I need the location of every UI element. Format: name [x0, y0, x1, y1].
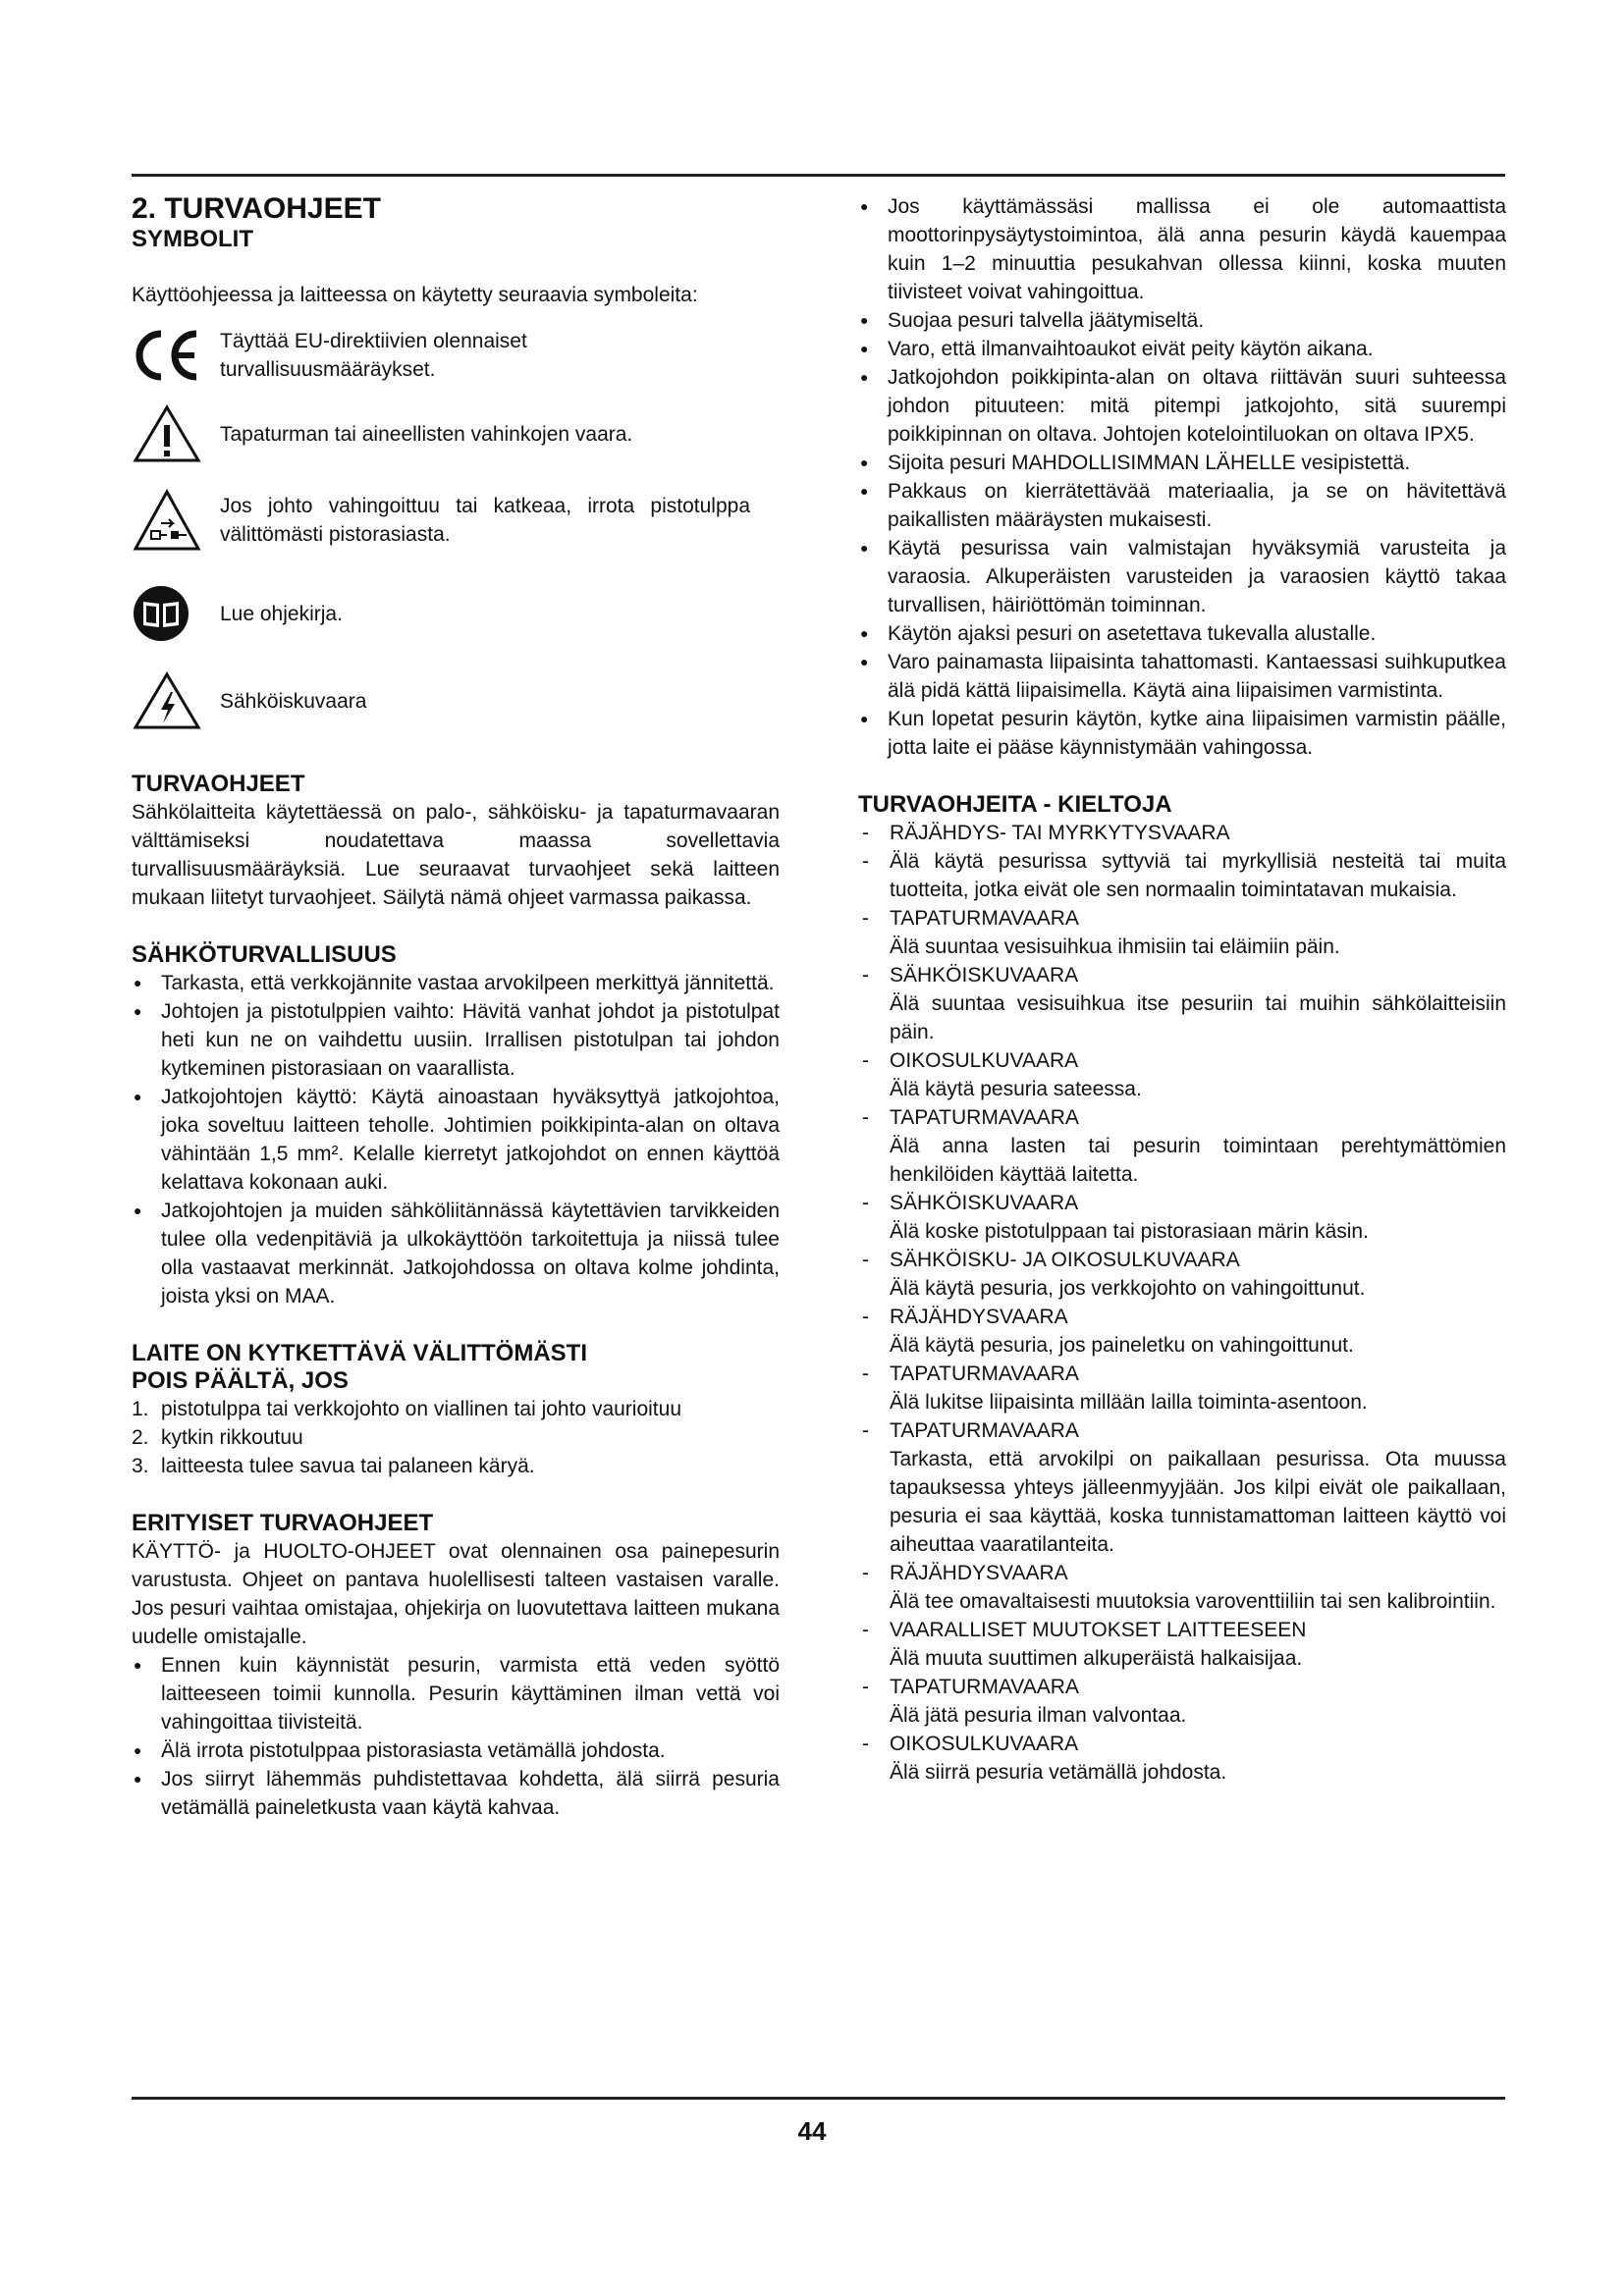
symbol-unplug: [132, 488, 780, 553]
list-item: ● Varo painamasta liipaisinta tahattomasti. Kantaessasi suihkuputkea älä pidä kättä liipaisimella. Käytä aina liipaisimen varmistinta.: [858, 648, 1506, 705]
list-item: - TAPATURMAVAARA Tarkasta, että arvokilpi on paikallaan pesurissa. Ota muussa tapauksessa yhteys jälleenmyyjään. Jos kilpi eivät ole paikallaan, pesuria ei saa käyttää, koska tunnistamattoman laitteen käyttö voi aiheuttaa vaaratilanteita.: [858, 1416, 1506, 1559]
item-body: Älä muuta suuttimen alkuperäistä halkaisijaa.: [890, 1647, 1303, 1670]
list-item: - RÄJÄHDYS- TAI MYRKYTYSVAARA: [858, 819, 1506, 847]
item-head: VAARALLISET MUUTOKSET LAITTEESEEN: [890, 1619, 1307, 1641]
symbol-manual: [132, 584, 780, 643]
item-head: TAPATURMAVAARA: [890, 1362, 1079, 1385]
list-item: ● Suojaa pesuri talvella jäätymiseltä.: [858, 306, 1506, 335]
item-head: Älä käytä pesurissa syttyviä tai myrkyllisiä nesteitä tai muita tuotteita, jotka eivät ole sen normaalin toimintatavan mukaisia.: [890, 850, 1506, 901]
list-item: ● Johtojen ja pistotulppien vaihto: Hävitä vanhat johdot ja pistotulpat heti kun ne on vaihdettu uusiin. Irrallisen pistotulpan tai johdon kytkeminen pistorasiaan on vaarallista.: [132, 997, 780, 1083]
prohibitions-list: [858, 819, 1506, 1787]
switch-off-heading-line1: LAITE ON KYTKETTÄVÄ VÄLITTÖMÄSTI: [132, 1340, 587, 1366]
list-item: - SÄHKÖISKUVAARA Älä koske pistotulppaan tai pistorasiaan märin käsin.: [858, 1189, 1506, 1246]
special-list: [132, 1651, 780, 1822]
item-head: TAPATURMAVAARA: [890, 907, 1079, 930]
list-item: - TAPATURMAVAARA Älä jätä pesuria ilman valvontaa.: [858, 1673, 1506, 1730]
symbol-ce-text: Täyttää EU-direktiivien olennaiset turvallisuusmääräykset.: [220, 330, 527, 381]
list-item: [132, 1395, 780, 1423]
symbol-warning-text: Tapaturman tai aineellisten vahinkojen vaara.: [220, 422, 633, 446]
list-item: - SÄHKÖISKU- JA OIKOSULKUVAARA Älä käytä pesuria, jos verkkojohto on vahingoittunut.: [858, 1246, 1506, 1303]
list-item: - TAPATURMAVAARA Älä suuntaa vesisuihkua ihmisiin tai eläimiin päin.: [858, 904, 1506, 961]
electric-shock-icon: [132, 670, 202, 731]
special-text: KÄYTTÖ- ja HUOLTO-OHJEET ovat olennainen osa painepesurin varustusta. Ohjeet on pantava huolellisesti talteen vastaisen varalle. Jos pesuri vaihtaa omistajaa, ohjekirja on luovutettava laitteen mukana uudelle omistajalle.: [132, 1540, 780, 1648]
item-number: 1.: [132, 1398, 149, 1420]
symbol-warning: [132, 403, 780, 464]
item-head: OIKOSULKUVAARA: [890, 1049, 1079, 1072]
item-body: Tarkasta, että arvokilpi on paikallaan pesurissa. Ota muussa tapauksessa yhteys jälleenmyyjään. Jos kilpi eivät ole paikallaan, pesuria ei saa käyttää, koska tunnistamattoman laitteen käyttö voi aiheuttaa vaaratilanteita.: [890, 1448, 1506, 1556]
item-body: Älä siirrä pesuria vetämällä johdosta.: [890, 1761, 1227, 1784]
item-head: SÄHKÖISKU- JA OIKOSULKUVAARA: [890, 1249, 1240, 1271]
symbols-heading: SYMBOLIT: [132, 226, 253, 252]
symbols-intro: Käyttöohjeessa ja laitteessa on käytetty seuraavia symboleita:: [132, 284, 698, 306]
right-column: [858, 192, 1506, 1787]
switch-off-heading-line2: POIS PÄÄLTÄ, JOS: [132, 1367, 349, 1394]
symbol-manual-text: Lue ohjekirja.: [220, 602, 343, 625]
list-item: - RÄJÄHDYSVAARA Älä tee omavaltaisesti muutoksia varoventtiiliin tai sen kalibrointiin.: [858, 1559, 1506, 1616]
item-head: RÄJÄHDYS- TAI MYRKYTYSVAARA: [890, 822, 1230, 844]
section-title: 2. TURVAOHJEET: [132, 192, 381, 225]
item-body: Älä suuntaa vesisuihkua ihmisiin tai eläimiin päin.: [890, 935, 1340, 958]
list-item: ● Ennen kuin käynnistät pesurin, varmista että veden syöttö laitteeseen toimii kunnolla. Pesurin käyttäminen ilman vettä voi vahingoittaa tiivisteitä.: [132, 1651, 780, 1736]
ce-mark-icon: [132, 328, 202, 383]
list-item: - TAPATURMAVAARA Älä lukitse liipaisinta millään lailla toiminta-asentoon.: [858, 1360, 1506, 1416]
list-item: - SÄHKÖISKUVAARA Älä suuntaa vesisuihkua itse pesuriin tai muihin sähkölaitteisiin päin.: [858, 961, 1506, 1046]
item-head: SÄHKÖISKUVAARA: [890, 964, 1079, 987]
safety-heading: TURVAOHJEET: [132, 771, 305, 797]
item-head: TAPATURMAVAARA: [890, 1419, 1079, 1442]
list-item: ● Jatkojohtojen käyttö: Käytä ainoastaan hyväksyttyä jatkojohtoa, joka soveltuu laitteen teholle. Johtimien poikkipinta-alan on oltava vähintään 1,5 mm². Kelalle kierretyt jatkojohdot on ennen käyttöä kelattava kokonaan auki.: [132, 1083, 780, 1197]
electrical-heading: SÄHKÖTURVALLISUUS: [132, 941, 397, 968]
list-item: ● Varo, että ilmanvaihtoaukot eivät peity käytön aikana.: [858, 335, 1506, 363]
right-bullet-list: [858, 192, 1506, 762]
item-body: Älä jätä pesuria ilman valvontaa.: [890, 1704, 1187, 1727]
list-item: - RÄJÄHDYSVAARA Älä käytä pesuria, jos paineletku on vahingoittunut.: [858, 1303, 1506, 1360]
prohibitions-heading: TURVAOHJEITA - KIELTOJA: [858, 791, 1172, 818]
list-item: ● Kun lopetat pesurin käytön, kytke aina liipaisimen varmistin päälle, jotta laite ei pääse käynnistymään vahingossa.: [858, 705, 1506, 762]
bottom-rule: [132, 2097, 1505, 2100]
item-head: RÄJÄHDYSVAARA: [890, 1562, 1068, 1584]
list-item: - TAPATURMAVAARA Älä anna lasten tai pesurin toimintaan perehtymättömien henkilöiden käyttää laitetta.: [858, 1103, 1506, 1189]
item-head: OIKOSULKUVAARA: [890, 1733, 1079, 1755]
item-body: Älä tee omavaltaisesti muutoksia varoventtiiliin tai sen kalibrointiin.: [890, 1590, 1496, 1613]
switch-off-heading: [132, 1340, 780, 1395]
item-text: kytkin rikkoutuu: [161, 1426, 303, 1449]
list-item: ● Jos käyttämässäsi mallissa ei ole automaattista moottorinpysäytystoimintoa, älä anna pesurin käydä kauempaa kuin 1–2 minuuttia pesukahvan ollessa kiinni, koska muuten tiivisteet voivat vahingoittua.: [858, 192, 1506, 306]
list-item: - VAARALLISET MUUTOKSET LAITTEESEEN Älä muuta suuttimen alkuperäistä halkaisijaa.: [858, 1616, 1506, 1673]
item-body: Älä käytä pesuria sateessa.: [890, 1078, 1142, 1100]
item-head: RÄJÄHDYSVAARA: [890, 1306, 1068, 1328]
item-body: Älä anna lasten tai pesurin toimintaan perehtymättömien henkilöiden käyttää laitetta.: [890, 1135, 1506, 1186]
page-number: 44: [797, 2116, 827, 2146]
list-item: - OIKOSULKUVAARA Älä käytä pesuria sateessa.: [858, 1046, 1506, 1103]
list-item: ● Jos siirryt lähemmäs puhdistettavaa kohdetta, älä siirrä pesuria vetämällä paineletkusta vaan käytä kahvaa.: [132, 1765, 780, 1822]
item-body: Älä koske pistotulppaan tai pistorasiaan märin käsin.: [890, 1220, 1369, 1243]
left-column: [132, 192, 780, 1822]
special-heading: ERITYISET TURVAOHJEET: [132, 1510, 434, 1536]
symbol-shock: [132, 670, 780, 731]
item-head: SÄHKÖISKUVAARA: [890, 1192, 1079, 1214]
safety-text: Sähkölaitteita käytettäessä on palo-, sähköisku- ja tapaturmavaaran välttämiseksi noudatettava maassa sovellettavia turvallisuusmääräyksiä. Lue seuraavat turvaohjeet sekä laitteen mukaan liitetyt turvaohjeet. Säilytä nämä ohjeet varmassa paikassa.: [132, 801, 780, 909]
symbol-ce: [132, 327, 780, 384]
list-item: [132, 1423, 780, 1452]
item-body: Älä käytä pesuria, jos verkkojohto on vahingoittunut.: [890, 1277, 1366, 1300]
list-item: ● Käytön ajaksi pesuri on asetettava tukevalla alustalle.: [858, 619, 1506, 648]
item-text: laitteesta tulee savua tai palaneen käryä.: [161, 1455, 535, 1477]
list-item: ● Tarkasta, että verkkojännite vastaa arvokilpeen merkittyä jännitettä.: [132, 969, 780, 997]
symbol-unplug-text: Jos johto vahingoittuu tai katkeaa, irrota pistotulppa välittömästi pistorasiasta.: [220, 495, 750, 546]
electrical-list: [132, 969, 780, 1310]
list-item: ● Sijoita pesuri MAHDOLLISIMMAN LÄHELLE vesipistettä.: [858, 449, 1506, 477]
list-item: - Älä käytä pesurissa syttyviä tai myrkyllisiä nesteitä tai muita tuotteita, jotka eivät ole sen normaalin toimintatavan mukaisia.: [858, 847, 1506, 904]
read-manual-icon: [132, 584, 202, 643]
warning-triangle-icon: [132, 403, 202, 464]
item-body: Älä suuntaa vesisuihkua itse pesuriin tai muihin sähkölaitteisiin päin.: [890, 992, 1506, 1043]
top-rule: [132, 174, 1505, 177]
list-item: ● Pakkaus on kierrätettävää materiaalia, ja se on hävitettävä paikallisten määräysten mukaisesti.: [858, 477, 1506, 534]
item-body: Älä käytä pesuria, jos paineletku on vahingoittunut.: [890, 1334, 1354, 1357]
list-item: ● Jatkojohdon poikkipinta-alan on oltava riittävän suuri suhteessa johdon pituuteen: mitä pitempi jatkojohto, sitä suurempi poikkipinnan on oltava. Johtojen kotelointiluokan on oltava IPX5.: [858, 363, 1506, 449]
item-body: Älä lukitse liipaisinta millään lailla toiminta-asentoon.: [890, 1391, 1368, 1414]
item-text: pistotulppa tai verkkojohto on viallinen tai johto vaurioituu: [161, 1398, 681, 1420]
unplug-cord-icon: [132, 488, 202, 553]
item-head: TAPATURMAVAARA: [890, 1106, 1079, 1129]
item-head: TAPATURMAVAARA: [890, 1676, 1079, 1698]
list-item: ● Jatkojohtojen ja muiden sähköliitännässä käytettävien tarvikkeiden tulee olla vedenpitäviä ja ulkokäyttöön tarkoitettuja ja niissä tulee olla vastaavat merkinnät. Jatkojohdossa on oltava kolme johdinta, joista yksi on MAA.: [132, 1197, 780, 1310]
item-number: 2.: [132, 1426, 149, 1449]
list-item: - OIKOSULKUVAARA Älä siirrä pesuria vetämällä johdosta.: [858, 1730, 1506, 1787]
symbol-shock-text: Sähköiskuvaara: [220, 689, 367, 713]
list-item: [132, 1452, 780, 1480]
switch-off-list: [132, 1395, 780, 1480]
list-item: ● Käytä pesurissa vain valmistajan hyväksymiä varusteita ja varaosia. Alkuperäisten varusteiden ja varaosien käyttö takaa turvallisen, häiriöttömän toiminnan.: [858, 534, 1506, 619]
list-item: ● Älä irrota pistotulppaa pistorasiasta vetämällä johdosta.: [132, 1736, 780, 1765]
item-number: 3.: [132, 1455, 149, 1477]
